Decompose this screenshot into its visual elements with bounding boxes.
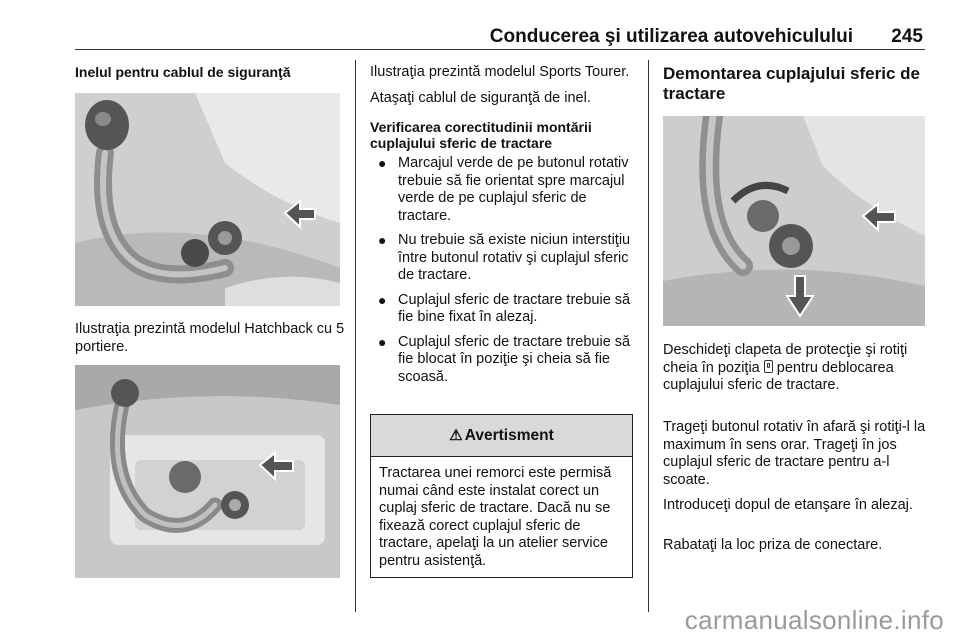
key-position-icon xyxy=(764,360,773,373)
attach-cable-text: Ataşaţi cablul de siguranţă de inel. xyxy=(370,89,591,106)
step-fold-socket: Rabataţi la loc priza de conectare. xyxy=(663,537,883,553)
figure-sports-tourer-towbar xyxy=(75,365,340,578)
step-insert-plug: Introduceţi dopul de etanşare în alezaj. xyxy=(663,497,913,513)
page-header xyxy=(75,22,925,50)
bullet-icon: ● xyxy=(378,155,387,171)
column-2 xyxy=(370,64,634,393)
warning-text: Tractarea unei remorci este permisă numai când este instalat corect un cuplaj sferic de tractare. Dacă nu se fixează corect cuplajul sferic de tractare, apelaţi la un atelier service pentru asistenţă. xyxy=(379,465,612,569)
step-open-flap-text-a: Deschideţi clapeta de protecţie şi rotiţi cheia în poziţia xyxy=(663,342,908,376)
warning-box xyxy=(370,414,633,578)
bullet-icon: ● xyxy=(378,291,387,308)
step-open-flap xyxy=(663,342,927,395)
step-open-flap-text-b: pentru deblocarea cuplajului sferic de tractare. xyxy=(663,359,894,393)
list-item xyxy=(370,292,634,327)
column-divider-1 xyxy=(355,60,356,612)
bullet-icon: ● xyxy=(378,333,387,350)
list-item-text: Cuplajul sferic de tractare trebuie să fie bine fixat în alezaj. xyxy=(398,291,631,325)
column-3 xyxy=(663,64,927,104)
page-number: 245 xyxy=(891,26,923,47)
list-item-text: Marcajul verde de pe butonul rotativ trebuie să fie orientat spre marcajul verde de pe cuplajul sferic de tractare. xyxy=(398,155,629,224)
column-divider-2 xyxy=(648,60,649,612)
list-item-text: Cuplajul sferic de tractare trebuie să fie blocat în poziţie şi cheia să fie scoasă. xyxy=(398,333,631,385)
warning-header xyxy=(371,415,632,457)
column-1 xyxy=(75,64,340,80)
step-pull-knob: Trageţi butonul rotativ în afară şi rotiţi-l la maximum în sens orar. Trageţi în jos cuplajul sferic de tractare pentru a-l scoate. xyxy=(663,419,926,488)
warning-title: Avertisment xyxy=(464,427,554,444)
check-list xyxy=(370,155,634,386)
list-item xyxy=(370,155,634,225)
caption-sports-tourer: Ilustraţia prezintă modelul Sports Tourer. xyxy=(370,64,630,80)
warning-icon: ⚠ xyxy=(449,427,463,444)
figure-hatchback-towbar xyxy=(75,93,340,306)
list-item xyxy=(370,334,634,387)
watermark: carmanualsonline.info xyxy=(684,605,944,635)
heading-check-installation: Verificarea corectitudinii montării cuplajului sferic de tractare xyxy=(370,119,592,151)
page-title: Conducerea şi utilizarea autovehiculului xyxy=(489,26,853,47)
heading-safety-ring: Inelul pentru cablul de siguranţă xyxy=(75,64,291,80)
caption-hatchback: Ilustraţia prezintă modelul Hatchback cu 5 portiere. xyxy=(75,321,345,355)
bullet-icon: ● xyxy=(378,232,387,248)
heading-remove-towbar: Demontarea cuplajului sferic de tractare xyxy=(663,64,920,103)
list-item xyxy=(370,232,634,285)
list-item-text: Nu trebuie să existe niciun interstiţiu între butonul rotativ şi cuplajul sferic de tractare. xyxy=(398,232,631,283)
figure-remove-towbar xyxy=(663,116,925,326)
